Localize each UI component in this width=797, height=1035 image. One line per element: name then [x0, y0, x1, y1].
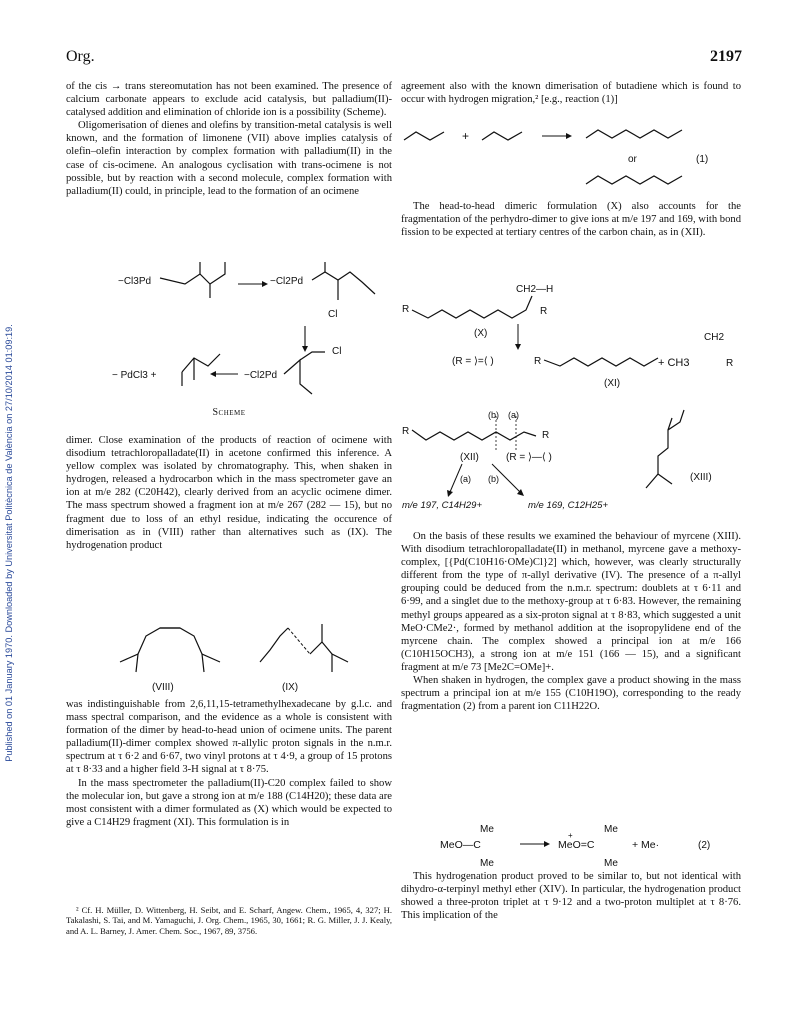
paragraph: Oligomerisation of dienes and olefins by transition-metal catalysis is well known, and the formation of limonene (VII) above implies catalysis of olefin–olefin interaction by complex formation with palladium(II) in the case of cis-ocimene. An analogous cyclisation with trans-ocimene is not possible, but by reaction with a second molecule, complex formation with palladium(II) could, in principle, lead to the formation of an ocimene	[66, 120, 392, 197]
scheme-molecule-4	[182, 354, 220, 372]
svg-text:(a): (a)	[508, 410, 519, 420]
right-column-mid	[401, 530, 741, 713]
left-column-mid	[66, 434, 392, 552]
svg-text:R: R	[540, 306, 548, 317]
svg-text:(a): (a)	[460, 474, 471, 484]
scheme-molecule-3	[300, 352, 325, 360]
svg-text:CH2: CH2	[704, 332, 725, 343]
structure-ix	[310, 642, 348, 662]
reaction-1-figure	[400, 124, 740, 199]
svg-text:(XII): (XII)	[460, 452, 479, 463]
svg-text:MeO=C: MeO=C	[558, 839, 595, 851]
svg-text:(b): (b)	[488, 474, 499, 484]
svg-text:R: R	[402, 426, 410, 437]
scheme-label: − PdCl3 +	[112, 370, 157, 381]
svg-text:(XI): (XI)	[604, 378, 621, 389]
scheme-molecule-2	[312, 272, 375, 294]
page-number: 2197	[710, 48, 742, 65]
figure-x-xi	[400, 274, 740, 394]
svg-text:(b): (b)	[488, 410, 499, 420]
scheme-molecule-1	[160, 262, 225, 284]
scheme-label: Cl	[328, 309, 338, 320]
product-a	[586, 130, 682, 138]
scheme-label: −Cl2Pd	[270, 276, 304, 287]
download-notice: Published on 01 January 1970. Downloaded by Universitat Politècnica de València on 27/10/2014 01:09:19.	[4, 324, 14, 762]
figure-label: (VIII)	[152, 682, 174, 693]
figure-viii-ix	[110, 614, 380, 694]
svg-text:or: or	[628, 154, 637, 165]
footnote: ² Cf. H. Müller, D. Wittenberg, H. Seibt, and E. Scharf, Angew. Chem., 1965, 4, 327; H. Takalashi, S. Tai, and M. Yamaguchi, J. Org. Chem., 1965, 30, 1661; R. G. Miller, J. J. Kealy, and A. L. Barney, J. Amer. Chem. Soc., 1967, 89, 3756.	[66, 905, 392, 936]
journal-name: Org.	[66, 48, 95, 65]
scheme-figure	[90, 262, 390, 402]
svg-text:+ CH3: + CH3	[658, 357, 690, 369]
svg-text:Me: Me	[480, 858, 494, 869]
svg-text:(R = ⟩—⟨ ): (R = ⟩—⟨ )	[506, 452, 552, 463]
paragraph: was indistinguishable from 2,6,11,15-tetramethylhexadecane by g.l.c. and mass spectral comparison, and the evidence as a whole is consistent with formation of the dimer by head-to-head union of ocimene units. The parent palladium(II)-dimer complex showed π-allylic proton signals in the n.m.r. spectrum at τ 6·2 and 6·67, two vinyl protons at τ 4·9, a group of 15 protons at τ 8·33 and a higher field 3-H signal at τ 8·75.	[66, 699, 392, 776]
scheme-label: Cl	[332, 346, 342, 357]
paragraph: When shaken in hydrogen, the complex gave a product showing in the mass spectrum a principal ion at m/e 155 (C10H19O), corresponding to the ready fragmentation (2) from a parent ion C11H22O.	[401, 675, 741, 713]
scheme-title: Scheme	[212, 407, 246, 418]
paragraph: The head-to-head dimeric formulation (X) also accounts for the fragmentation of the perhydro-dimer to give ions at m/e 197 and 169, with bond fission to be expected at tertiary centres of the carbon chain, as in (XII).	[401, 201, 741, 239]
svg-text:CH2—H: CH2—H	[516, 284, 554, 295]
butadiene-2	[482, 132, 522, 140]
svg-text:MeO—C: MeO—C	[440, 839, 481, 851]
structure-viii	[120, 628, 220, 662]
paragraph: On the basis of these results we examined the behaviour of myrcene (XIII). With disodium tetrachloropalladate(II) in methanol, myrcene gave a methoxy-complex, [{Pd(C10H16·OMe)Cl}2] which, however, was clearly structurally different from the type of π-allyl derivative (IV). The presence of a π-allyl grouping could be deduced from the n.m.r. spectrum: doublets at τ 6·11 and 6·99, and a singlet due to the methoxy-group at τ 6·83. However, the remaining methyl groups appeared as a six-proton signal at τ 8·83, which suggested a unit MeO·CMe2·, formed by methanol addition at the isopropylidene end of the myrcene chain. The complex showed a principal ion at m/e 166 (C10H15OCH3), a strong ion at m/e 151 (166 — 15), and a significant fragment at m/e 73 [Me2C=OMe]+.	[401, 531, 741, 673]
structure-x	[412, 296, 532, 318]
structure-xiii	[646, 410, 684, 488]
figure-xii-xiii	[400, 408, 740, 518]
svg-text:+: +	[568, 831, 573, 840]
left-column-top	[66, 80, 392, 198]
svg-text:R: R	[542, 430, 550, 441]
svg-text:m/e 169, C12H25+: m/e 169, C12H25+	[528, 500, 609, 511]
svg-text:Me: Me	[604, 824, 618, 835]
svg-text:(R = ⟩=⟨ ): (R = ⟩=⟨ )	[452, 356, 494, 367]
right-column-bottom	[401, 870, 741, 922]
paragraph: This hydrogenation product proved to be similar to, but not identical with dihydro-α-terpinyl methyl ether (XIV). In particular, the hydrogenation product showed a three-proton triplet at τ 9·12 and a two-proton multiplet at τ 8·76. This implication of the	[401, 871, 741, 922]
svg-text:+: +	[462, 129, 470, 143]
right-column-top	[401, 80, 741, 106]
paragraph: dimer. Close examination of the products of reaction of ocimene with disodium tetrachloropalladate(II) in acetone confirmed this inference. A yellow complex was isolated by chromatography. This, when shaken in hydrogen, released a hydrocarbon which in the mass spectrometer gave an ion at m/e 282 (C20H42), clearly derived from an acyclic ocimene dimer. The mass spectrum showed a fragment ion at m/e 267 (282 — 15), but no fragment due to loss of an ethyl residue, indicating the occurence of dimerisation as in (VIII) rather than alternatives such as (IX). The hydrogenation product	[66, 435, 392, 551]
svg-text:(X): (X)	[474, 328, 488, 339]
svg-text:R: R	[726, 358, 734, 369]
figure-label: (IX)	[282, 682, 299, 693]
svg-text:+ Me·: + Me·	[632, 839, 660, 851]
structure-xi	[544, 358, 658, 366]
butadiene-1	[404, 132, 444, 140]
svg-text:R: R	[402, 304, 410, 315]
svg-text:m/e 197, C14H29+: m/e 197, C14H29+	[402, 500, 483, 511]
paragraph: agreement also with the known dimerisation of butadiene which is found to occur with hydrogen migration,² [e.g., reaction (1)]	[401, 81, 741, 106]
svg-text:R: R	[534, 356, 542, 367]
structure-xii	[412, 430, 536, 440]
equation-2	[440, 818, 740, 870]
left-column-bottom	[66, 698, 392, 829]
paragraph: In the mass spectrometer the palladium(II)-C20 complex failed to show the molecular ion, but gave a strong ion at m/e 188 (C14H20); these data are most consistent with a dimer formulated as (X) which would be expected to give a C14H29 fragment (XI). This formulation is in	[66, 777, 392, 828]
svg-text:(2): (2)	[698, 840, 711, 851]
product-b	[586, 176, 682, 184]
scheme-label: −Cl2Pd	[244, 370, 278, 381]
scheme-label: −Cl3Pd	[118, 276, 152, 287]
svg-text:(1): (1)	[696, 154, 709, 165]
svg-text:(XIII): (XIII)	[690, 472, 712, 483]
paragraph: of the cis → trans stereomutation has not been examined. The presence of calcium carbonate appears to exclude acid catalysis, but palladium(II)-catalysed addition and elimination of chloride ion is a possibility (Scheme).	[66, 81, 392, 119]
svg-text:Me: Me	[480, 824, 494, 835]
svg-text:Me: Me	[604, 858, 618, 869]
right-column-p2	[401, 200, 741, 239]
